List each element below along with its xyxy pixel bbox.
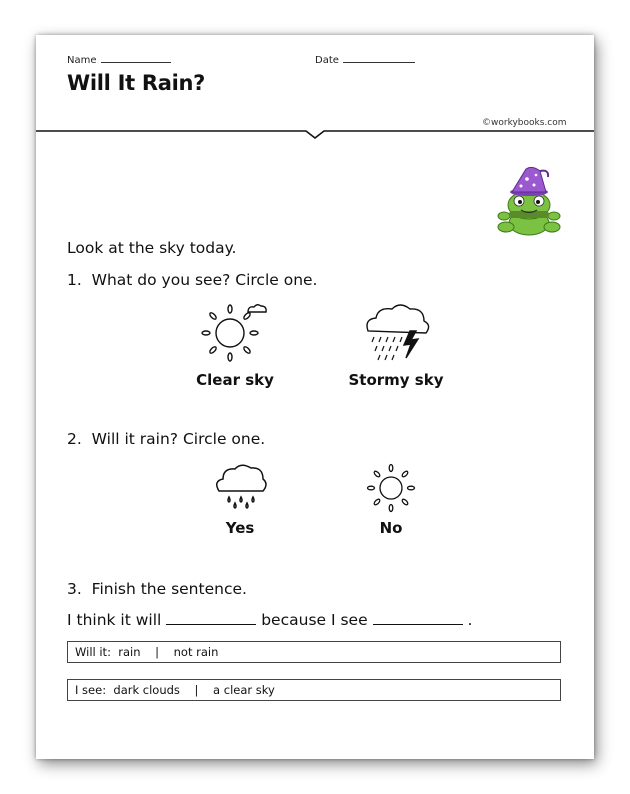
word-bank-label: Will it: (75, 645, 111, 659)
date-blank-line[interactable] (343, 53, 415, 63)
word-bank-separator: | (194, 683, 199, 697)
page-title: Will It Rain? (67, 71, 206, 95)
answer-blank-2[interactable] (373, 612, 463, 625)
copyright-text: ©workybooks.com (482, 118, 567, 128)
option-stormy-sky[interactable]: Stormy sky (348, 371, 444, 389)
storm-cloud-icon[interactable] (362, 303, 432, 365)
date-field[interactable] (315, 53, 415, 66)
answer-blank-1[interactable] (166, 612, 256, 625)
question-3 (67, 580, 247, 598)
question-2 (67, 430, 265, 448)
sun-icon[interactable] (364, 461, 420, 515)
name-field[interactable] (67, 53, 171, 66)
option-no[interactable]: No (379, 519, 403, 537)
word-bank-option: dark clouds (113, 683, 180, 697)
name-label: Name (67, 55, 97, 66)
date-label: Date (315, 55, 339, 66)
rain-cloud-icon[interactable] (213, 463, 269, 509)
question-3-number: 3. (67, 580, 82, 598)
fill-sentence (67, 611, 472, 629)
question-2-number: 2. (67, 430, 82, 448)
word-bank-will-it (67, 641, 561, 663)
question-2-prompt: Will it rain? Circle one. (91, 430, 266, 448)
header-divider (36, 127, 594, 147)
name-blank-line[interactable] (101, 53, 171, 63)
word-bank-option: rain (118, 645, 141, 659)
word-bank-separator: | (155, 645, 160, 659)
word-bank-i-see (67, 679, 561, 701)
sentence-part-2: because I see (261, 611, 368, 629)
sun-cloud-icon[interactable] (200, 301, 270, 365)
sentence-part-1: I think it will (67, 611, 162, 629)
option-clear-sky[interactable]: Clear sky (196, 371, 274, 389)
word-bank-option: not rain (173, 645, 219, 659)
question-1 (67, 271, 318, 289)
option-yes[interactable]: Yes (225, 519, 255, 537)
question-1-number: 1. (67, 271, 82, 289)
question-3-prompt: Finish the sentence. (91, 580, 247, 598)
sentence-end: . (467, 611, 473, 629)
word-bank-label: I see: (75, 683, 107, 697)
intro-text: Look at the sky today. (67, 239, 237, 257)
worksheet-page (36, 35, 594, 759)
question-1-prompt: What do you see? Circle one. (91, 271, 318, 289)
frog-wizard-icon (494, 165, 564, 240)
word-bank-option: a clear sky (213, 683, 275, 697)
